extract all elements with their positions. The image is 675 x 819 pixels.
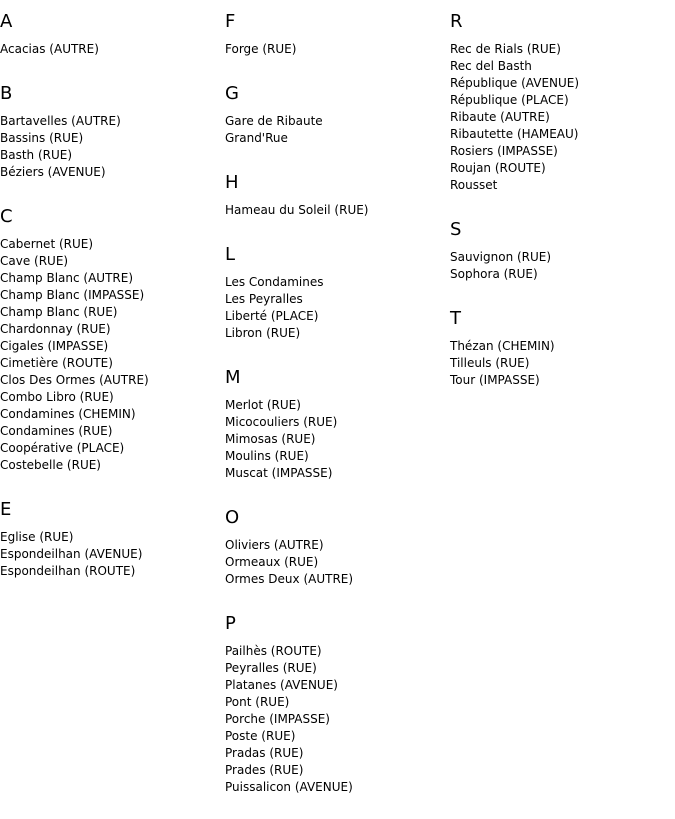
- street-list: [0, 236, 220, 474]
- street-list-item[interactable]: Champ Blanc (AUTRE): [0, 271, 134, 285]
- street-list-item[interactable]: Grand'Rue: [225, 131, 288, 145]
- street-list-item[interactable]: Cigales (IMPASSE): [0, 339, 109, 353]
- street-list-item[interactable]: Champ Blanc (IMPASSE): [0, 288, 145, 302]
- street-list: [225, 397, 445, 482]
- street-list-item[interactable]: Oliviers (AUTRE): [225, 538, 324, 552]
- street-list-item[interactable]: Tour (IMPASSE): [450, 373, 540, 387]
- street-list-item[interactable]: Pradas (RUE): [225, 746, 304, 760]
- street-list-item[interactable]: Chardonnay (RUE): [0, 322, 111, 336]
- street-list-item[interactable]: Rosiers (IMPASSE): [450, 144, 558, 158]
- street-list-item[interactable]: Gare de Ribaute: [225, 114, 323, 128]
- letter-section: [225, 602, 445, 796]
- street-list-item[interactable]: Merlot (RUE): [225, 398, 301, 412]
- street-list: [0, 113, 220, 181]
- street-list-item[interactable]: Basth (RUE): [0, 148, 73, 162]
- section-letter-heading: S: [450, 219, 462, 240]
- street-list-item[interactable]: Liberté (PLACE): [225, 309, 319, 323]
- street-list-item[interactable]: Libron (RUE): [225, 326, 301, 340]
- section-letter-heading: E: [0, 499, 12, 520]
- section-letter-heading: C: [0, 206, 13, 227]
- street-list-item[interactable]: Puissalicon (AVENUE): [225, 780, 353, 794]
- street-list-item[interactable]: Ormes Deux (AUTRE): [225, 572, 354, 586]
- street-list-item[interactable]: Coopérative (PLACE): [0, 441, 125, 455]
- street-list-item[interactable]: Muscat (IMPASSE): [225, 466, 333, 480]
- street-list-item[interactable]: Platanes (AVENUE): [225, 678, 338, 692]
- street-list-item[interactable]: Ribautette (HAMEAU): [450, 127, 579, 141]
- letter-section: [450, 208, 670, 283]
- street-list-item[interactable]: Roujan (ROUTE): [450, 161, 546, 175]
- letter-section: [450, 297, 670, 389]
- section-letter-heading: O: [225, 507, 240, 528]
- street-list-item[interactable]: Sophora (RUE): [450, 267, 538, 281]
- section-letter-heading: M: [225, 367, 241, 388]
- street-list-item[interactable]: Sauvignon (RUE): [450, 250, 552, 264]
- letter-section: [0, 488, 220, 580]
- street-list-item[interactable]: Peyralles (RUE): [225, 661, 317, 675]
- street-list-item[interactable]: République (PLACE): [450, 93, 569, 107]
- section-letter-heading: T: [450, 308, 461, 329]
- letter-section: [225, 72, 445, 147]
- street-list: [225, 202, 445, 219]
- letter-section: [450, 0, 670, 194]
- letter-section: [0, 195, 220, 474]
- letter-section: [225, 356, 445, 482]
- letter-section: [225, 0, 445, 58]
- street-list-item[interactable]: Forge (RUE): [225, 42, 297, 56]
- street-list-item[interactable]: Porche (IMPASSE): [225, 712, 330, 726]
- street-list-item[interactable]: Hameau du Soleil (RUE): [225, 203, 369, 217]
- section-letter-heading: H: [225, 172, 239, 193]
- street-list-item[interactable]: Espondeilhan (ROUTE): [0, 564, 136, 578]
- section-letter-heading: A: [0, 11, 13, 32]
- street-list-item[interactable]: Poste (RUE): [225, 729, 296, 743]
- street-list-item[interactable]: Pont (RUE): [225, 695, 290, 709]
- street-list: [450, 338, 670, 389]
- street-list-item[interactable]: Ribaute (AUTRE): [450, 110, 550, 124]
- street-list-item[interactable]: Rec del Basth: [450, 59, 532, 73]
- street-list-item[interactable]: Espondeilhan (AVENUE): [0, 547, 143, 561]
- street-list-item[interactable]: Acacias (AUTRE): [0, 42, 99, 56]
- street-list-item[interactable]: Les Peyralles: [225, 292, 303, 306]
- street-list-item[interactable]: Cabernet (RUE): [0, 237, 94, 251]
- street-list-item[interactable]: Rec de Rials (RUE): [450, 42, 561, 56]
- letter-section: [225, 233, 445, 342]
- street-list-item[interactable]: Champ Blanc (RUE): [0, 305, 118, 319]
- street-list: [225, 643, 445, 796]
- letter-section: [225, 161, 445, 219]
- section-letter-heading: F: [225, 11, 236, 32]
- street-column-1: [0, 0, 220, 580]
- section-letter-heading: G: [225, 83, 239, 104]
- street-list-item[interactable]: Bassins (RUE): [0, 131, 84, 145]
- letter-section: [0, 0, 220, 58]
- street-list-item[interactable]: Bartavelles (AUTRE): [0, 114, 121, 128]
- street-list-item[interactable]: Rousset: [450, 178, 498, 192]
- street-list-item[interactable]: Pailhès (ROUTE): [225, 644, 322, 658]
- street-list-item[interactable]: Clos Des Ormes (AUTRE): [0, 373, 149, 387]
- street-list-item[interactable]: Ormeaux (RUE): [225, 555, 319, 569]
- street-list: [225, 537, 445, 588]
- street-list-item[interactable]: Thézan (CHEMIN): [450, 339, 555, 353]
- street-list-item[interactable]: Les Condamines: [225, 275, 324, 289]
- street-list-item[interactable]: Micocouliers (RUE): [225, 415, 338, 429]
- letter-section: [225, 496, 445, 588]
- street-list-item[interactable]: Condamines (RUE): [0, 424, 113, 438]
- street-list-item[interactable]: Prades (RUE): [225, 763, 304, 777]
- street-list-item[interactable]: Condamines (CHEMIN): [0, 407, 136, 421]
- street-list-item[interactable]: Combo Libro (RUE): [0, 390, 114, 404]
- section-letter-heading: R: [450, 11, 463, 32]
- street-list: [0, 41, 220, 58]
- street-list: [450, 249, 670, 283]
- street-list: [225, 113, 445, 147]
- section-letter-heading: P: [225, 613, 236, 634]
- street-column-2: [225, 0, 445, 796]
- street-list: [225, 41, 445, 58]
- street-list-item[interactable]: Moulins (RUE): [225, 449, 309, 463]
- street-list-item[interactable]: Cave (RUE): [0, 254, 69, 268]
- street-column-3: [450, 0, 670, 389]
- street-list-item[interactable]: Béziers (AVENUE): [0, 165, 106, 179]
- street-list: [0, 529, 220, 580]
- street-list-item[interactable]: Mimosas (RUE): [225, 432, 316, 446]
- street-list-item[interactable]: Cimetière (ROUTE): [0, 356, 113, 370]
- street-list: [225, 274, 445, 342]
- street-list: [450, 41, 670, 194]
- street-list-item[interactable]: Eglise (RUE): [0, 530, 74, 544]
- section-letter-heading: L: [225, 244, 236, 265]
- section-letter-heading: B: [0, 83, 13, 104]
- street-list-item[interactable]: République (AVENUE): [450, 76, 580, 90]
- letter-section: [0, 72, 220, 181]
- street-list-item[interactable]: Costebelle (RUE): [0, 458, 101, 472]
- street-list-item[interactable]: Tilleuls (RUE): [450, 356, 530, 370]
